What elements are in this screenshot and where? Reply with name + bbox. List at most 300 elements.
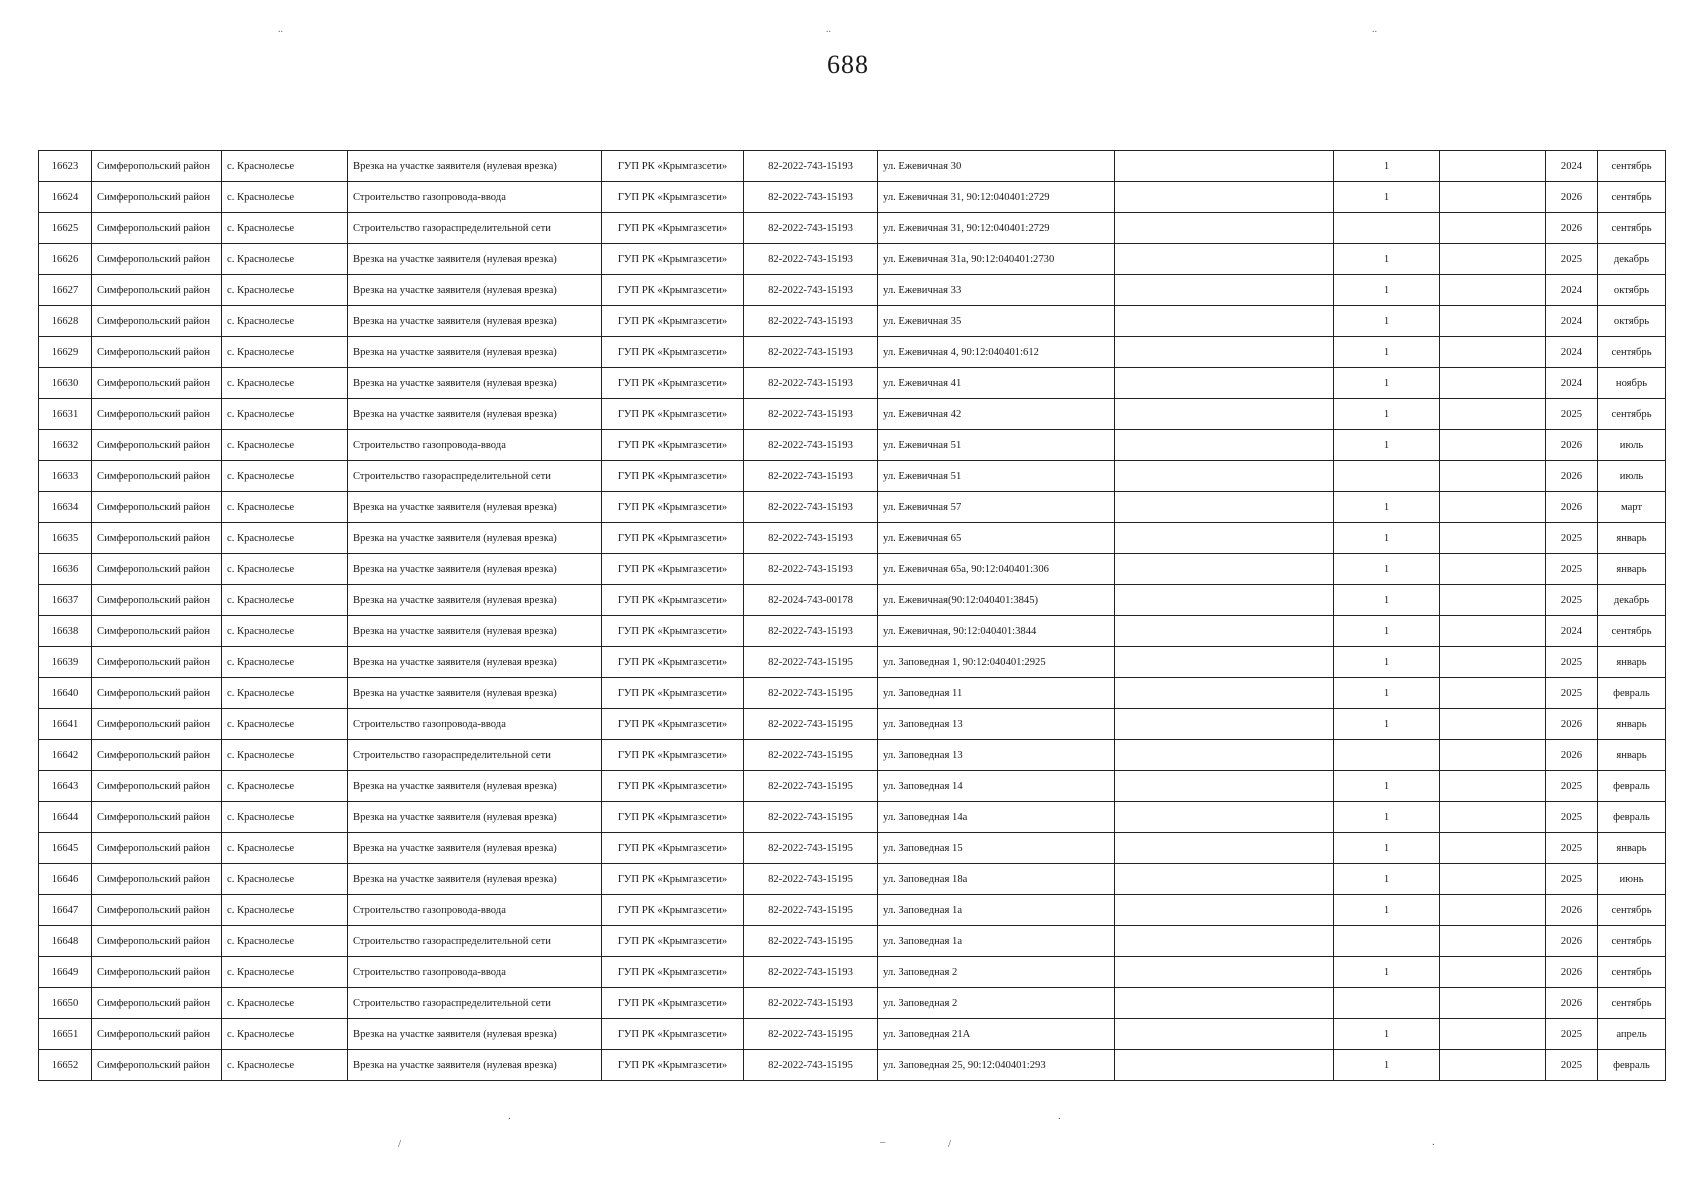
village-cell: с. Краснолесье — [222, 337, 348, 368]
address-cell: ул. Заповедная 1а — [878, 895, 1115, 926]
district-cell: Симферопольский район — [92, 151, 222, 182]
empty-cell — [1115, 492, 1334, 523]
organization-cell: ГУП РК «Крымгазсети» — [602, 616, 744, 647]
month-cell: сентябрь — [1598, 926, 1666, 957]
month-cell: сентябрь — [1598, 988, 1666, 1019]
quantity-cell: 1 — [1334, 151, 1440, 182]
address-cell: ул. Ежевичная, 90:12:040401:3844 — [878, 616, 1115, 647]
work-type-cell: Строительство газораспределительной сети — [348, 461, 602, 492]
empty-cell — [1115, 585, 1334, 616]
empty-cell — [1440, 461, 1546, 492]
district-cell: Симферопольский район — [92, 678, 222, 709]
work-type-cell: Врезка на участке заявителя (нулевая врезка) — [348, 275, 602, 306]
quantity-cell: 1 — [1334, 523, 1440, 554]
village-cell: с. Краснолесье — [222, 244, 348, 275]
empty-cell — [1115, 895, 1334, 926]
quantity-cell — [1334, 740, 1440, 771]
permit-number-cell: 82-2022-743-15193 — [744, 399, 878, 430]
village-cell: с. Краснолесье — [222, 740, 348, 771]
permit-number-cell: 82-2022-743-15195 — [744, 895, 878, 926]
empty-cell — [1115, 182, 1334, 213]
row-number-cell: 16625 — [39, 213, 92, 244]
table-row — [39, 461, 1666, 492]
organization-cell: ГУП РК «Крымгазсети» — [602, 213, 744, 244]
year-cell: 2026 — [1546, 709, 1598, 740]
quantity-cell: 1 — [1334, 802, 1440, 833]
village-cell: с. Краснолесье — [222, 771, 348, 802]
table-row — [39, 709, 1666, 740]
work-type-cell: Врезка на участке заявителя (нулевая врезка) — [348, 151, 602, 182]
empty-cell — [1440, 306, 1546, 337]
empty-cell — [1440, 554, 1546, 585]
row-number-cell: 16644 — [39, 802, 92, 833]
row-number-cell: 16649 — [39, 957, 92, 988]
district-cell: Симферопольский район — [92, 554, 222, 585]
row-number-cell: 16651 — [39, 1019, 92, 1050]
quantity-cell — [1334, 213, 1440, 244]
organization-cell: ГУП РК «Крымгазсети» — [602, 306, 744, 337]
work-type-cell: Врезка на участке заявителя (нулевая врезка) — [348, 864, 602, 895]
year-cell: 2024 — [1546, 616, 1598, 647]
table-row — [39, 833, 1666, 864]
month-cell: сентябрь — [1598, 957, 1666, 988]
address-cell: ул. Ежевичная 4, 90:12:040401:612 — [878, 337, 1115, 368]
month-cell: ноябрь — [1598, 368, 1666, 399]
work-type-cell: Врезка на участке заявителя (нулевая врезка) — [348, 802, 602, 833]
village-cell: с. Краснолесье — [222, 213, 348, 244]
year-cell: 2025 — [1546, 802, 1598, 833]
district-cell: Симферопольский район — [92, 1019, 222, 1050]
table-row — [39, 244, 1666, 275]
district-cell: Симферопольский район — [92, 430, 222, 461]
table-row — [39, 337, 1666, 368]
organization-cell: ГУП РК «Крымгазсети» — [602, 1019, 744, 1050]
permit-number-cell: 82-2022-743-15193 — [744, 616, 878, 647]
district-cell: Симферопольский район — [92, 616, 222, 647]
empty-cell — [1115, 1019, 1334, 1050]
organization-cell: ГУП РК «Крымгазсети» — [602, 740, 744, 771]
year-cell: 2025 — [1546, 647, 1598, 678]
address-cell: ул. Ежевичная 65 — [878, 523, 1115, 554]
row-number-cell: 16626 — [39, 244, 92, 275]
district-cell: Симферопольский район — [92, 182, 222, 213]
year-cell: 2024 — [1546, 368, 1598, 399]
row-number-cell: 16641 — [39, 709, 92, 740]
village-cell: с. Краснолесье — [222, 678, 348, 709]
permit-number-cell: 82-2022-743-15195 — [744, 802, 878, 833]
organization-cell: ГУП РК «Крымгазсети» — [602, 275, 744, 306]
work-type-cell: Строительство газораспределительной сети — [348, 213, 602, 244]
year-cell: 2025 — [1546, 554, 1598, 585]
row-number-cell: 16636 — [39, 554, 92, 585]
organization-cell: ГУП РК «Крымгазсети» — [602, 523, 744, 554]
quantity-cell: 1 — [1334, 182, 1440, 213]
empty-cell — [1115, 988, 1334, 1019]
village-cell: с. Краснолесье — [222, 895, 348, 926]
village-cell: с. Краснолесье — [222, 430, 348, 461]
village-cell: с. Краснолесье — [222, 306, 348, 337]
district-cell: Симферопольский район — [92, 492, 222, 523]
quantity-cell: 1 — [1334, 678, 1440, 709]
district-cell: Симферопольский район — [92, 244, 222, 275]
year-cell: 2026 — [1546, 988, 1598, 1019]
district-cell: Симферопольский район — [92, 306, 222, 337]
organization-cell: ГУП РК «Крымгазсети» — [602, 1050, 744, 1081]
year-cell: 2026 — [1546, 895, 1598, 926]
year-cell: 2025 — [1546, 833, 1598, 864]
work-type-cell: Строительство газораспределительной сети — [348, 740, 602, 771]
month-cell: сентябрь — [1598, 616, 1666, 647]
row-number-cell: 16630 — [39, 368, 92, 399]
district-cell: Симферопольский район — [92, 275, 222, 306]
village-cell: с. Краснолесье — [222, 585, 348, 616]
quantity-cell: 1 — [1334, 337, 1440, 368]
permit-number-cell: 82-2022-743-15193 — [744, 957, 878, 988]
address-cell: ул. Ежевичная 41 — [878, 368, 1115, 399]
organization-cell: ГУП РК «Крымгазсети» — [602, 771, 744, 802]
empty-cell — [1115, 1050, 1334, 1081]
empty-cell — [1115, 275, 1334, 306]
permit-number-cell: 82-2024-743-00178 — [744, 585, 878, 616]
permit-number-cell: 82-2022-743-15193 — [744, 492, 878, 523]
village-cell: с. Краснолесье — [222, 492, 348, 523]
village-cell: с. Краснолесье — [222, 1019, 348, 1050]
district-cell: Симферопольский район — [92, 833, 222, 864]
table-row — [39, 151, 1666, 182]
village-cell: с. Краснолесье — [222, 182, 348, 213]
organization-cell: ГУП РК «Крымгазсети» — [602, 678, 744, 709]
work-type-cell: Строительство газопровода-ввода — [348, 709, 602, 740]
permit-number-cell: 82-2022-743-15195 — [744, 1050, 878, 1081]
year-cell: 2025 — [1546, 771, 1598, 802]
permit-number-cell: 82-2022-743-15195 — [744, 1019, 878, 1050]
empty-cell — [1115, 833, 1334, 864]
village-cell: с. Краснолесье — [222, 957, 348, 988]
year-cell: 2026 — [1546, 957, 1598, 988]
address-cell: ул. Ежевичная 42 — [878, 399, 1115, 430]
month-cell: январь — [1598, 647, 1666, 678]
permit-number-cell: 82-2022-743-15193 — [744, 151, 878, 182]
address-cell: ул. Заповедная 1, 90:12:040401:2925 — [878, 647, 1115, 678]
month-cell: январь — [1598, 740, 1666, 771]
table-row — [39, 895, 1666, 926]
empty-cell — [1440, 1019, 1546, 1050]
quantity-cell: 1 — [1334, 399, 1440, 430]
address-cell: ул. Заповедная 11 — [878, 678, 1115, 709]
empty-cell — [1115, 864, 1334, 895]
work-type-cell: Врезка на участке заявителя (нулевая врезка) — [348, 368, 602, 399]
work-type-cell: Строительство газопровода-ввода — [348, 182, 602, 213]
permit-number-cell: 82-2022-743-15193 — [744, 182, 878, 213]
organization-cell: ГУП РК «Крымгазсети» — [602, 337, 744, 368]
address-cell: ул. Ежевичная 57 — [878, 492, 1115, 523]
month-cell: декабрь — [1598, 244, 1666, 275]
row-number-cell: 16635 — [39, 523, 92, 554]
table-row — [39, 864, 1666, 895]
year-cell: 2025 — [1546, 1050, 1598, 1081]
row-number-cell: 16640 — [39, 678, 92, 709]
empty-cell — [1440, 523, 1546, 554]
village-cell: с. Краснолесье — [222, 461, 348, 492]
empty-cell — [1115, 244, 1334, 275]
row-number-cell: 16646 — [39, 864, 92, 895]
year-cell: 2025 — [1546, 678, 1598, 709]
empty-cell — [1115, 306, 1334, 337]
month-cell: февраль — [1598, 802, 1666, 833]
village-cell: с. Краснолесье — [222, 926, 348, 957]
district-cell: Симферопольский район — [92, 523, 222, 554]
district-cell: Симферопольский район — [92, 399, 222, 430]
empty-cell — [1115, 554, 1334, 585]
row-number-cell: 16623 — [39, 151, 92, 182]
organization-cell: ГУП РК «Крымгазсети» — [602, 461, 744, 492]
district-cell: Симферопольский район — [92, 461, 222, 492]
year-cell: 2025 — [1546, 523, 1598, 554]
work-type-cell: Врезка на участке заявителя (нулевая врезка) — [348, 771, 602, 802]
empty-cell — [1440, 647, 1546, 678]
district-cell: Симферопольский район — [92, 1050, 222, 1081]
work-type-cell: Врезка на участке заявителя (нулевая врезка) — [348, 492, 602, 523]
work-type-cell: Строительство газопровода-ввода — [348, 430, 602, 461]
district-cell: Симферопольский район — [92, 585, 222, 616]
quantity-cell: 1 — [1334, 616, 1440, 647]
row-number-cell: 16627 — [39, 275, 92, 306]
address-cell: ул. Заповедная 25, 90:12:040401:293 — [878, 1050, 1115, 1081]
permit-number-cell: 82-2022-743-15195 — [744, 709, 878, 740]
month-cell: февраль — [1598, 678, 1666, 709]
quantity-cell: 1 — [1334, 771, 1440, 802]
table-row — [39, 368, 1666, 399]
permit-number-cell: 82-2022-743-15193 — [744, 306, 878, 337]
organization-cell: ГУП РК «Крымгазсети» — [602, 182, 744, 213]
quantity-cell: 1 — [1334, 430, 1440, 461]
address-cell: ул. Ежевичная 30 — [878, 151, 1115, 182]
work-type-cell: Врезка на участке заявителя (нулевая врезка) — [348, 833, 602, 864]
organization-cell: ГУП РК «Крымгазсети» — [602, 864, 744, 895]
year-cell: 2026 — [1546, 926, 1598, 957]
work-type-cell: Строительство газопровода-ввода — [348, 957, 602, 988]
empty-cell — [1115, 678, 1334, 709]
organization-cell: ГУП РК «Крымгазсети» — [602, 647, 744, 678]
empty-cell — [1440, 151, 1546, 182]
page-number: 688 — [827, 50, 869, 79]
row-number-cell: 16642 — [39, 740, 92, 771]
organization-cell: ГУП РК «Крымгазсети» — [602, 833, 744, 864]
empty-cell — [1115, 709, 1334, 740]
address-cell: ул. Заповедная 2 — [878, 988, 1115, 1019]
table-row — [39, 182, 1666, 213]
quantity-cell: 1 — [1334, 1050, 1440, 1081]
district-cell: Симферопольский район — [92, 988, 222, 1019]
month-cell: февраль — [1598, 1050, 1666, 1081]
row-number-cell: 16624 — [39, 182, 92, 213]
quantity-cell: 1 — [1334, 957, 1440, 988]
work-type-cell: Строительство газораспределительной сети — [348, 988, 602, 1019]
address-cell: ул. Ежевичная 31, 90:12:040401:2729 — [878, 213, 1115, 244]
permit-number-cell: 82-2022-743-15193 — [744, 461, 878, 492]
row-number-cell: 16650 — [39, 988, 92, 1019]
row-number-cell: 16631 — [39, 399, 92, 430]
empty-cell — [1115, 399, 1334, 430]
month-cell: март — [1598, 492, 1666, 523]
village-cell: с. Краснолесье — [222, 523, 348, 554]
year-cell: 2025 — [1546, 1019, 1598, 1050]
row-number-cell: 16628 — [39, 306, 92, 337]
address-cell: ул. Ежевичная 31, 90:12:040401:2729 — [878, 182, 1115, 213]
organization-cell: ГУП РК «Крымгазсети» — [602, 554, 744, 585]
work-type-cell: Врезка на участке заявителя (нулевая врезка) — [348, 616, 602, 647]
empty-cell — [1115, 957, 1334, 988]
district-cell: Симферопольский район — [92, 709, 222, 740]
empty-cell — [1440, 616, 1546, 647]
village-cell: с. Краснолесье — [222, 1050, 348, 1081]
empty-cell — [1440, 709, 1546, 740]
table-row — [39, 1050, 1666, 1081]
quantity-cell: 1 — [1334, 306, 1440, 337]
gasification-registry-table — [38, 150, 1666, 1081]
permit-number-cell: 82-2022-743-15193 — [744, 244, 878, 275]
year-cell: 2026 — [1546, 213, 1598, 244]
month-cell: январь — [1598, 833, 1666, 864]
permit-number-cell: 82-2022-743-15193 — [744, 988, 878, 1019]
empty-cell — [1115, 740, 1334, 771]
organization-cell: ГУП РК «Крымгазсети» — [602, 492, 744, 523]
address-cell: ул. Ежевичная(90:12:040401:3845) — [878, 585, 1115, 616]
row-number-cell: 16652 — [39, 1050, 92, 1081]
table-row — [39, 306, 1666, 337]
table-row — [39, 988, 1666, 1019]
organization-cell: ГУП РК «Крымгазсети» — [602, 926, 744, 957]
empty-cell — [1440, 399, 1546, 430]
permit-number-cell: 82-2022-743-15193 — [744, 554, 878, 585]
address-cell: ул. Ежевичная 51 — [878, 461, 1115, 492]
district-cell: Симферопольский район — [92, 802, 222, 833]
work-type-cell: Врезка на участке заявителя (нулевая врезка) — [348, 1019, 602, 1050]
district-cell: Симферопольский район — [92, 740, 222, 771]
organization-cell: ГУП РК «Крымгазсети» — [602, 430, 744, 461]
district-cell: Симферопольский район — [92, 771, 222, 802]
permit-number-cell: 82-2022-743-15195 — [744, 833, 878, 864]
year-cell: 2026 — [1546, 430, 1598, 461]
quantity-cell — [1334, 988, 1440, 1019]
table-row — [39, 926, 1666, 957]
month-cell: январь — [1598, 554, 1666, 585]
empty-cell — [1440, 957, 1546, 988]
quantity-cell: 1 — [1334, 368, 1440, 399]
village-cell: с. Краснолесье — [222, 275, 348, 306]
organization-cell: ГУП РК «Крымгазсети» — [602, 585, 744, 616]
permit-number-cell: 82-2022-743-15195 — [744, 647, 878, 678]
empty-cell — [1440, 1050, 1546, 1081]
row-number-cell: 16643 — [39, 771, 92, 802]
empty-cell — [1115, 802, 1334, 833]
table-row — [39, 399, 1666, 430]
year-cell: 2026 — [1546, 461, 1598, 492]
district-cell: Симферопольский район — [92, 895, 222, 926]
month-cell: сентябрь — [1598, 182, 1666, 213]
month-cell: июль — [1598, 461, 1666, 492]
address-cell: ул. Заповедная 21А — [878, 1019, 1115, 1050]
empty-cell — [1115, 151, 1334, 182]
work-type-cell: Врезка на участке заявителя (нулевая врезка) — [348, 337, 602, 368]
permit-number-cell: 82-2022-743-15193 — [744, 430, 878, 461]
village-cell: с. Краснолесье — [222, 988, 348, 1019]
month-cell: сентябрь — [1598, 151, 1666, 182]
table-row — [39, 616, 1666, 647]
village-cell: с. Краснолесье — [222, 709, 348, 740]
address-cell: ул. Ежевичная 33 — [878, 275, 1115, 306]
empty-cell — [1440, 926, 1546, 957]
empty-cell — [1440, 244, 1546, 275]
month-cell: сентябрь — [1598, 399, 1666, 430]
empty-cell — [1115, 213, 1334, 244]
month-cell: октябрь — [1598, 275, 1666, 306]
work-type-cell: Врезка на участке заявителя (нулевая врезка) — [348, 678, 602, 709]
table-row — [39, 740, 1666, 771]
year-cell: 2025 — [1546, 585, 1598, 616]
row-number-cell: 16633 — [39, 461, 92, 492]
address-cell: ул. Заповедная 13 — [878, 740, 1115, 771]
row-number-cell: 16647 — [39, 895, 92, 926]
village-cell: с. Краснолесье — [222, 833, 348, 864]
address-cell: ул. Заповедная 18а — [878, 864, 1115, 895]
empty-cell — [1115, 368, 1334, 399]
quantity-cell — [1334, 926, 1440, 957]
village-cell: с. Краснолесье — [222, 864, 348, 895]
month-cell: сентябрь — [1598, 895, 1666, 926]
table-row — [39, 492, 1666, 523]
district-cell: Симферопольский район — [92, 213, 222, 244]
year-cell: 2025 — [1546, 864, 1598, 895]
month-cell: октябрь — [1598, 306, 1666, 337]
address-cell: ул. Заповедная 2 — [878, 957, 1115, 988]
permit-number-cell: 82-2022-743-15193 — [744, 523, 878, 554]
work-type-cell: Строительство газораспределительной сети — [348, 926, 602, 957]
table-row — [39, 678, 1666, 709]
quantity-cell: 1 — [1334, 244, 1440, 275]
empty-cell — [1115, 616, 1334, 647]
row-number-cell: 16639 — [39, 647, 92, 678]
quantity-cell: 1 — [1334, 554, 1440, 585]
empty-cell — [1115, 430, 1334, 461]
permit-number-cell: 82-2022-743-15195 — [744, 740, 878, 771]
quantity-cell — [1334, 461, 1440, 492]
address-cell: ул. Заповедная 1а — [878, 926, 1115, 957]
month-cell: апрель — [1598, 1019, 1666, 1050]
empty-cell — [1115, 926, 1334, 957]
table-row — [39, 585, 1666, 616]
table-row — [39, 430, 1666, 461]
row-number-cell: 16648 — [39, 926, 92, 957]
table-row — [39, 957, 1666, 988]
table-row — [39, 523, 1666, 554]
permit-number-cell: 82-2022-743-15193 — [744, 368, 878, 399]
month-cell: январь — [1598, 523, 1666, 554]
permit-number-cell: 82-2022-743-15193 — [744, 275, 878, 306]
month-cell: декабрь — [1598, 585, 1666, 616]
district-cell: Симферопольский район — [92, 337, 222, 368]
work-type-cell: Врезка на участке заявителя (нулевая врезка) — [348, 306, 602, 337]
year-cell: 2026 — [1546, 182, 1598, 213]
year-cell: 2024 — [1546, 275, 1598, 306]
work-type-cell: Строительство газопровода-ввода — [348, 895, 602, 926]
empty-cell — [1440, 833, 1546, 864]
organization-cell: ГУП РК «Крымгазсети» — [602, 709, 744, 740]
empty-cell — [1440, 368, 1546, 399]
empty-cell — [1115, 523, 1334, 554]
month-cell: июль — [1598, 430, 1666, 461]
address-cell: ул. Ежевичная 65а, 90:12:040401:306 — [878, 554, 1115, 585]
